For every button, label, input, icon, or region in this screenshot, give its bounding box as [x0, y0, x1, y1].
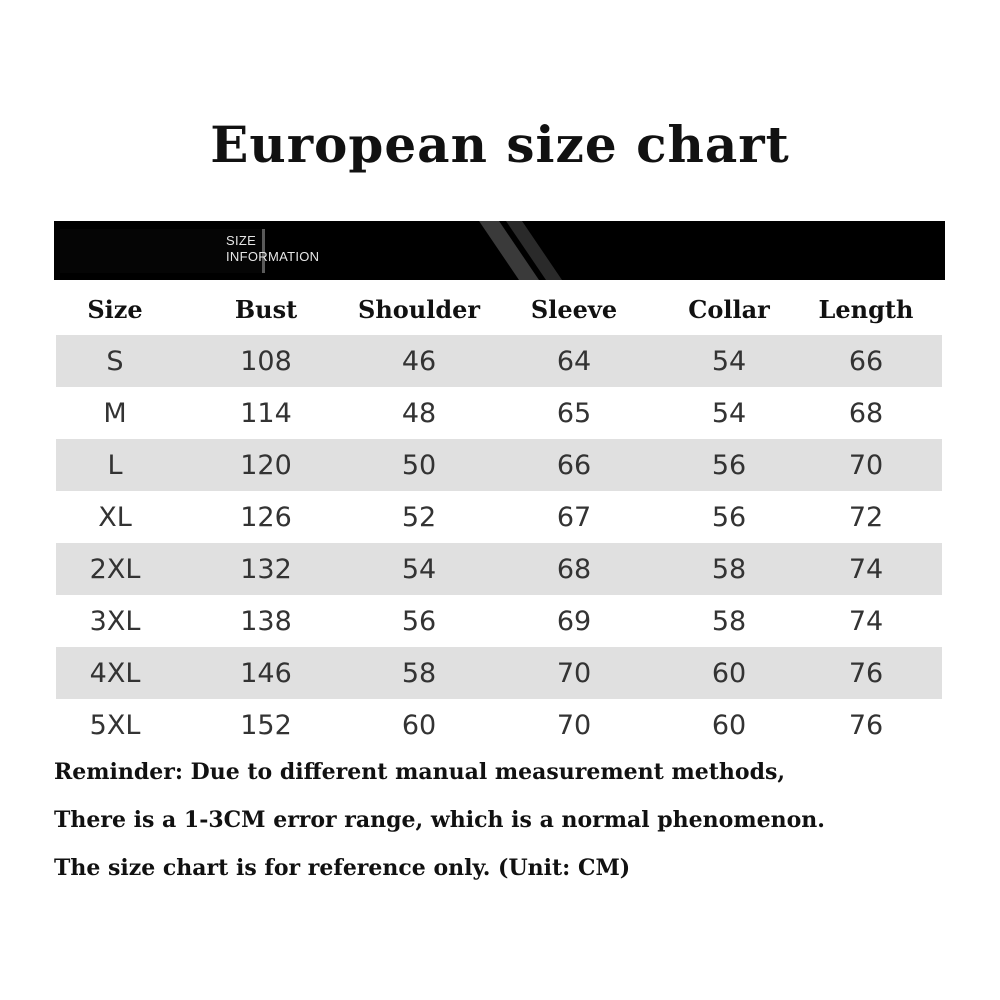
cell-size: 5XL — [89, 709, 141, 741]
table-row — [56, 491, 942, 543]
cell-collar: 56 — [668, 439, 790, 491]
header-shoulder: Shoulder — [358, 294, 481, 324]
cell-bust: 152 — [240, 709, 292, 741]
cell-size: L — [56, 439, 174, 491]
cell-collar: 54 — [711, 397, 747, 429]
size-information-banner — [54, 221, 945, 280]
cell-length: 66 — [790, 335, 942, 387]
cell-shoulder: 52 — [401, 501, 437, 533]
cell-sleeve: 67 — [556, 501, 592, 533]
cell-length: 74 — [790, 543, 942, 595]
cell-bust: 108 — [174, 335, 358, 387]
reminder-notes — [54, 748, 954, 892]
cell-bust: 120 — [174, 439, 358, 491]
table-header-row — [56, 283, 942, 335]
table-row — [56, 699, 942, 751]
page-title: European size chart — [210, 115, 790, 174]
cell-sleeve: 70 — [480, 647, 668, 699]
banner-label-line1: SIZE — [226, 233, 257, 248]
note-line: The size chart is for reference only. (Unit: CM) — [54, 855, 631, 881]
cell-bust: 114 — [240, 397, 292, 429]
cell-sleeve: 69 — [556, 605, 592, 637]
cell-size: M — [103, 397, 127, 429]
cell-size: 4XL — [56, 647, 174, 699]
cell-collar: 58 — [711, 605, 747, 637]
cell-shoulder: 46 — [358, 335, 480, 387]
cell-sleeve: 66 — [480, 439, 668, 491]
cell-sleeve: 70 — [556, 709, 592, 741]
cell-length: 68 — [848, 397, 884, 429]
cell-collar: 58 — [668, 543, 790, 595]
cell-shoulder: 50 — [358, 439, 480, 491]
cell-sleeve: 68 — [480, 543, 668, 595]
cell-sleeve: 65 — [556, 397, 592, 429]
cell-size: 2XL — [56, 543, 174, 595]
header-bust: Bust — [234, 294, 298, 324]
table-row — [56, 647, 942, 699]
header-size: Size — [87, 294, 143, 324]
header-collar: Collar — [688, 294, 770, 324]
banner-label — [226, 233, 319, 265]
cell-collar: 60 — [711, 709, 747, 741]
table-row — [56, 595, 942, 647]
cell-bust: 146 — [174, 647, 358, 699]
cell-size: 3XL — [89, 605, 141, 637]
header-sleeve: Sleeve — [530, 294, 618, 324]
cell-length: 70 — [790, 439, 942, 491]
cell-length: 72 — [848, 501, 884, 533]
cell-bust: 138 — [240, 605, 292, 637]
table-row — [56, 439, 942, 491]
cell-collar: 56 — [711, 501, 747, 533]
cell-bust: 132 — [174, 543, 358, 595]
cell-shoulder: 60 — [401, 709, 437, 741]
cell-length: 76 — [848, 709, 884, 741]
cell-length: 76 — [790, 647, 942, 699]
cell-collar: 54 — [668, 335, 790, 387]
cell-shoulder: 48 — [401, 397, 437, 429]
banner-stripes-decoration — [54, 221, 945, 280]
size-table — [56, 283, 942, 751]
table-row — [56, 387, 942, 439]
cell-bust: 126 — [240, 501, 292, 533]
cell-shoulder: 56 — [401, 605, 437, 637]
cell-sleeve: 64 — [480, 335, 668, 387]
cell-collar: 60 — [668, 647, 790, 699]
cell-size: S — [56, 335, 174, 387]
note-line: There is a 1-3CM error range, which is a normal phenomenon. — [54, 807, 825, 833]
header-length: Length — [818, 294, 914, 324]
cell-shoulder: 54 — [358, 543, 480, 595]
cell-size: XL — [98, 501, 132, 533]
banner-label-line2: INFORMATION — [226, 249, 320, 264]
table-row — [56, 543, 942, 595]
cell-length: 74 — [848, 605, 884, 637]
table-row — [56, 335, 942, 387]
cell-shoulder: 58 — [358, 647, 480, 699]
note-line: Reminder: Due to different manual measurement methods, — [54, 759, 786, 785]
